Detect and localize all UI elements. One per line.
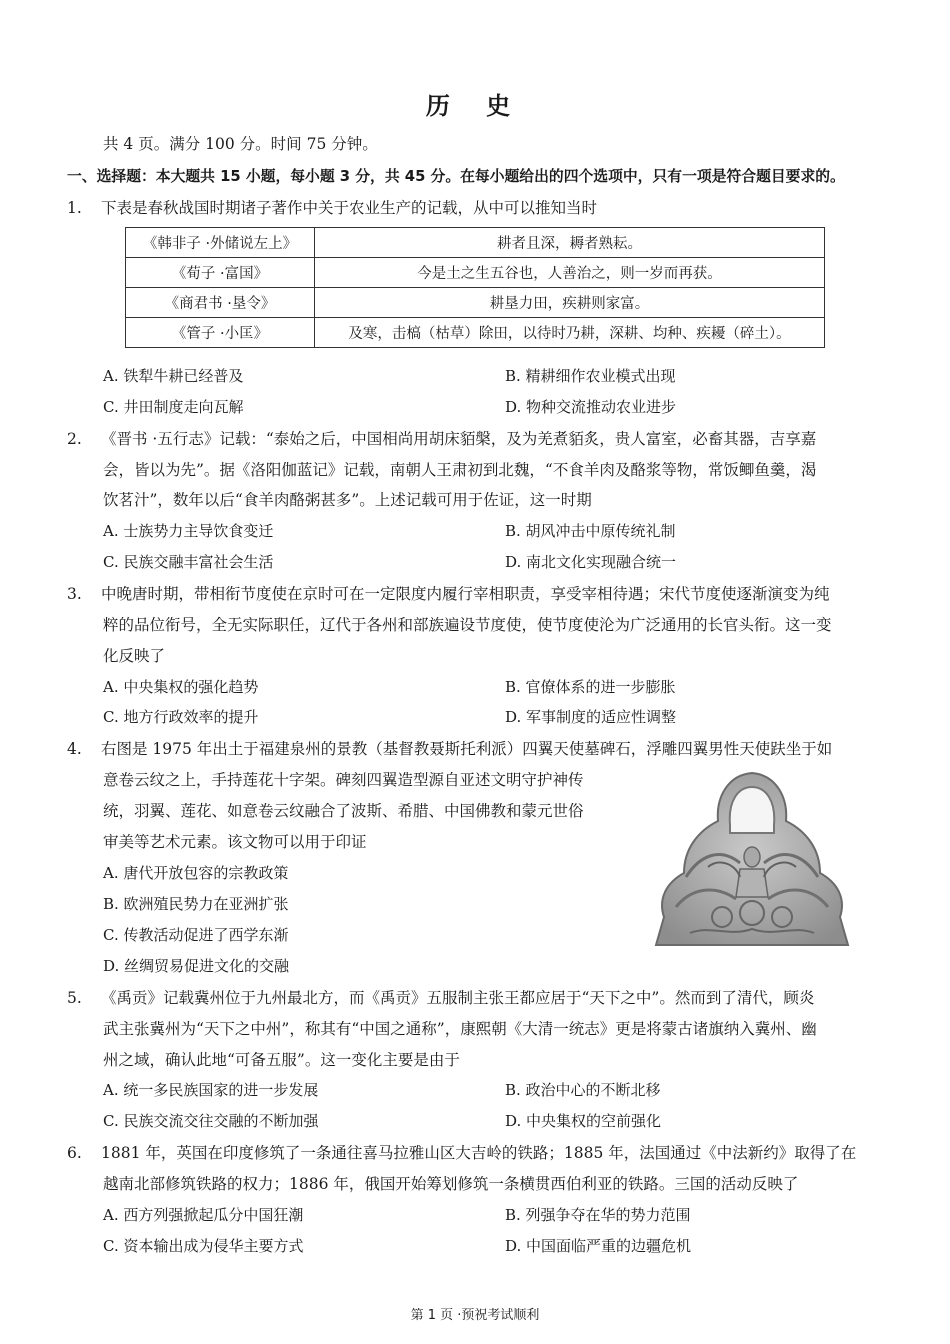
- q4-option-c: C. 传教活动促进了西学东渐: [103, 926, 289, 944]
- question-2-line1: 2. 《晋书 ·五行志》记载：“泰始之后，中国相尚用胡床貊槃，及为羌煮貊炙，贵人富室，必畜其器，吉享嘉: [67, 430, 817, 448]
- question-5-line3: 州之域，确认此地“可备五服”。这一变化主要是由于: [103, 1051, 460, 1069]
- q5-option-c: C. 民族交流交往交融的不断加强: [103, 1112, 319, 1130]
- q5-option-a: A. 统一多民族国家的进一步发展: [103, 1081, 319, 1099]
- table-row: 《商君书 ·垦令》 耕垦力田，疾耕则家富。: [126, 288, 825, 318]
- exam-meta: 共 4 页。满分 100 分。时间 75 分钟。: [103, 135, 378, 153]
- section-heading: 一、选择题：本大题共 15 小题，每小题 3 分，共 45 分。在每小题给出的四个选项中，只有一项是符合题目要求的。: [67, 168, 845, 185]
- q6-option-c: C. 资本输出成为侵华主要方式: [103, 1237, 304, 1255]
- question-5-line1: 5. 《禹贡》记载冀州位于九州最北方，而《禹贡》五服制主张王都应居于“天下之中”。然而到了清代，顾炎: [67, 989, 815, 1007]
- q5-option-b: B. 政治中心的不断北移: [505, 1081, 661, 1099]
- q2-option-d: D. 南北文化实现融合统一: [505, 553, 677, 571]
- q3-option-b: B. 官僚体系的进一步膨胀: [505, 678, 676, 696]
- table-row: 《荀子 ·富国》 今是土之生五谷也，人善治之，则一岁而再获。: [126, 258, 825, 288]
- q3-option-d: D. 军事制度的适应性调整: [505, 708, 677, 726]
- q3-option-a: A. 中央集权的强化趋势: [103, 678, 259, 696]
- question-3-line1: 3. 中晚唐时期，带相衔节度使在京时可在一定限度内履行宰相职责，享受宰相待遇；宋代节度使逐渐演变为纯: [67, 585, 830, 603]
- question-4-line4: 审美等艺术元素。该文物可以用于印证: [103, 833, 367, 851]
- question-3-line3: 化反映了: [103, 647, 166, 665]
- page-title: 历 史: [425, 92, 525, 120]
- question-3-line2: 粹的品位衔号，全无实际职任，辽代于各州和部族遍设节度使，使节度使沦为广泛通用的长官头衔。这一变: [103, 616, 832, 634]
- question-5-line2: 武主张冀州为“天下之中州”，称其有“中国之通称”，康熙朝《大清一统志》更是将蒙古诸旗纳入冀州、幽: [103, 1020, 817, 1038]
- q2-option-c: C. 民族交融丰富社会生活: [103, 553, 274, 571]
- question-4-line3: 统，羽翼、莲花、如意卷云纹融合了波斯、希腊、中国佛教和蒙元世俗: [103, 802, 584, 820]
- question-4-line1: 4. 右图是 1975 年出土于福建泉州的景教（基督教聂斯托利派）四翼天使墓碑石，浮雕四翼男性天使趺坐于如: [67, 740, 833, 758]
- q6-option-a: A. 西方列强掀起瓜分中国狂潮: [103, 1206, 304, 1224]
- q4-option-d: D. 丝绸贸易促进文化的交融: [103, 957, 290, 975]
- page-footer: 第 1 页 ·预祝考试顺利: [410, 1308, 540, 1323]
- question-1-stem: 1. 下表是春秋战国时期诸子著作中关于农业生产的记载，从中可以推知当时: [67, 199, 598, 217]
- q1-option-d: D. 物种交流推动农业进步: [505, 398, 677, 416]
- q6-option-b: B. 列强争夺在华的势力范围: [505, 1206, 691, 1224]
- q2-option-b: B. 胡风冲击中原传统礼制: [505, 522, 676, 540]
- question-4-line2: 意卷云纹之上，手持莲花十字架。碑刻四翼造型源自亚述文明守护神传: [103, 771, 584, 789]
- q1-option-a: A. 铁犁牛耕已经普及: [103, 367, 244, 385]
- q6-option-d: D. 中国面临严重的边疆危机: [505, 1237, 692, 1255]
- q3-option-c: C. 地方行政效率的提升: [103, 708, 259, 726]
- q4-option-b: B. 欧洲殖民势力在亚洲扩张: [103, 895, 289, 913]
- question-1-table: [125, 227, 825, 348]
- q4-option-a: A. 唐代开放包容的宗教政策: [103, 864, 289, 882]
- question-6-line1: 6. 1881 年，英国在印度修筑了一条通往喜马拉雅山区大吉岭的铁路；1885 年，法国通过《中法新约》取得了在: [67, 1144, 857, 1162]
- angel-tombstone-image: [650, 767, 855, 957]
- q1-option-c: C. 井田制度走向瓦解: [103, 398, 244, 416]
- table-row: 《管子 ·小匡》 及寒，击槁（枯草）除田，以待时乃耕，深耕、均种、疾耰（碎土）。: [126, 318, 825, 348]
- q5-option-d: D. 中央集权的空前强化: [505, 1112, 662, 1130]
- table-row: 《韩非子 ·外储说左上》 耕者且深，耨者熟耘。: [126, 228, 825, 258]
- q2-option-a: A. 士族势力主导饮食变迁: [103, 522, 274, 540]
- q1-option-b: B. 精耕细作农业模式出现: [505, 367, 676, 385]
- question-2-line3: 饮茗汁”，数年以后“食羊肉酪粥甚多”。上述记载可用于佐证，这一时期: [103, 491, 592, 509]
- question-6-line2: 越南北部修筑铁路的权力；1886 年，俄国开始筹划修筑一条横贯西伯利亚的铁路。三国的活动反映了: [103, 1175, 799, 1193]
- question-2-line2: 会，皆以为先”。据《洛阳伽蓝记》记载，南朝人王肃初到北魏，“不食羊肉及酪浆等物，常饭鲫鱼羹，渴: [103, 461, 817, 479]
